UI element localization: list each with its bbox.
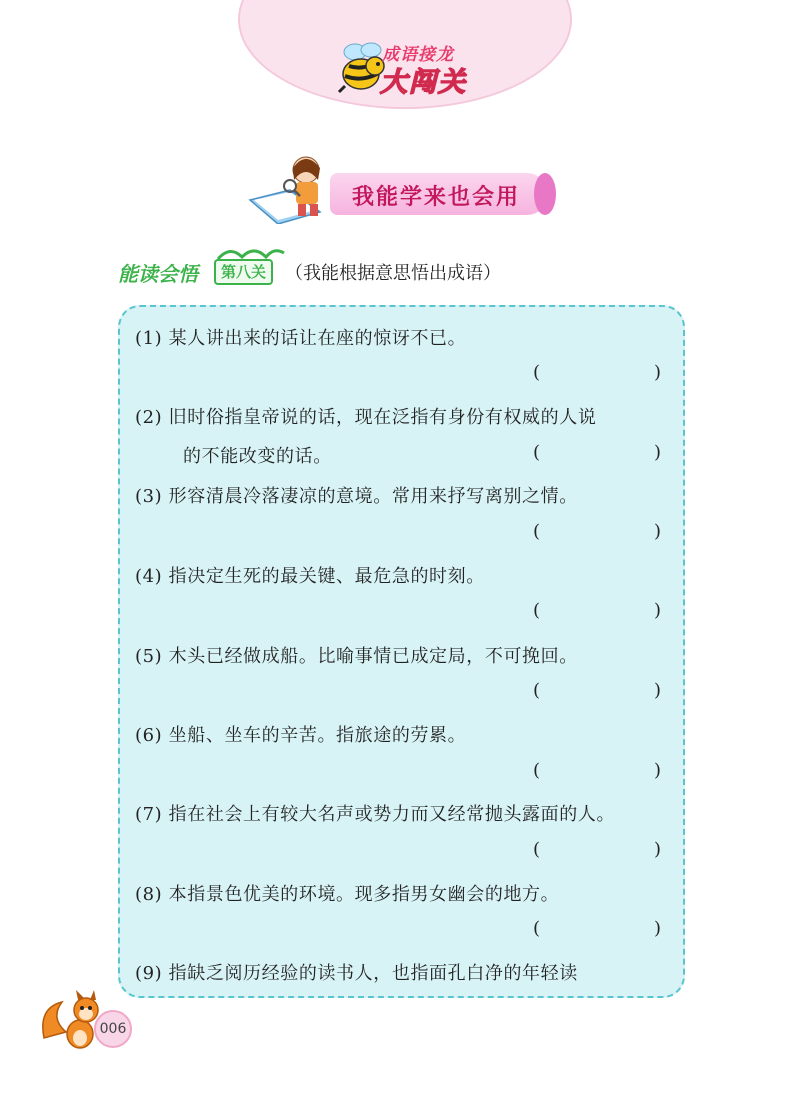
book-logo bbox=[380, 40, 480, 100]
question-text: 指决定生死的最关键、最危急的时刻。 bbox=[168, 566, 485, 587]
answer-open-paren: ( bbox=[533, 442, 541, 463]
logo-line1: 成语接龙 bbox=[382, 45, 454, 65]
answer-open-paren: ( bbox=[533, 918, 541, 939]
page-number: 006 bbox=[94, 1010, 132, 1048]
question-6 bbox=[135, 721, 466, 747]
question-2 bbox=[135, 403, 596, 429]
answer-close-paren: ) bbox=[654, 442, 662, 463]
question-number: (2) bbox=[135, 407, 163, 428]
question-text: 形容清晨冷落凄凉的意境。常用来抒写离别之情。 bbox=[168, 486, 578, 507]
question-number: (1) bbox=[135, 328, 163, 349]
question-text: 指缺乏阅历经验的读书人，也指面孔白净的年轻读 bbox=[168, 963, 578, 984]
answer-close-paren: ) bbox=[654, 600, 662, 621]
question-text: 木头已经做成船。比喻事情已成定局，不可挽回。 bbox=[168, 646, 578, 667]
question-text: 本指景色优美的环境。现多指男女幽会的地方。 bbox=[168, 884, 560, 905]
logo-line2: 大闯关 bbox=[380, 67, 467, 98]
question-9 bbox=[135, 959, 578, 985]
question-number: (9) bbox=[135, 963, 163, 984]
question-number: (6) bbox=[135, 725, 163, 746]
question-text: 某人讲出来的话让在座的惊讶不已。 bbox=[168, 328, 467, 349]
answer-open-paren: ( bbox=[533, 600, 541, 621]
answer-open-paren: ( bbox=[533, 839, 541, 860]
question-5 bbox=[135, 642, 578, 668]
answer-close-paren: ) bbox=[654, 918, 662, 939]
question-text: 旧时俗指皇帝说的话，现在泛指有身份有权威的人说 bbox=[168, 407, 597, 428]
question-2-line2: 的不能改变的话。 bbox=[183, 446, 332, 467]
question-number: (5) bbox=[135, 646, 163, 667]
question-text: 坐船、坐车的辛苦。指旅途的劳累。 bbox=[168, 725, 467, 746]
section-title: 能读会悟 bbox=[118, 262, 198, 286]
level-badge: 第八关 bbox=[214, 259, 273, 285]
question-number: (3) bbox=[135, 486, 163, 507]
question-8 bbox=[135, 880, 559, 906]
question-number: (4) bbox=[135, 566, 163, 587]
question-7 bbox=[135, 800, 615, 826]
question-number: (7) bbox=[135, 804, 163, 825]
answer-open-paren: ( bbox=[533, 680, 541, 701]
answer-close-paren: ) bbox=[654, 839, 662, 860]
question-text: 指在社会上有较大名声或势力而又经常抛头露面的人。 bbox=[168, 804, 616, 825]
answer-close-paren: ) bbox=[654, 362, 662, 383]
banner-title: 我能学来也会用 bbox=[352, 185, 521, 210]
section-banner bbox=[330, 173, 548, 215]
reading-girl-icon bbox=[248, 152, 343, 224]
answer-open-paren: ( bbox=[533, 362, 541, 383]
section-hint: （我能根据意思悟出成语） bbox=[285, 263, 501, 284]
answer-open-paren: ( bbox=[533, 521, 541, 542]
question-1 bbox=[135, 324, 466, 350]
answer-close-paren: ) bbox=[654, 521, 662, 542]
answer-open-paren: ( bbox=[533, 760, 541, 781]
question-4 bbox=[135, 562, 485, 588]
answer-close-paren: ) bbox=[654, 680, 662, 701]
question-3 bbox=[135, 482, 578, 508]
answer-close-paren: ) bbox=[654, 760, 662, 781]
question-number: (8) bbox=[135, 884, 163, 905]
banner-cap bbox=[534, 173, 556, 215]
